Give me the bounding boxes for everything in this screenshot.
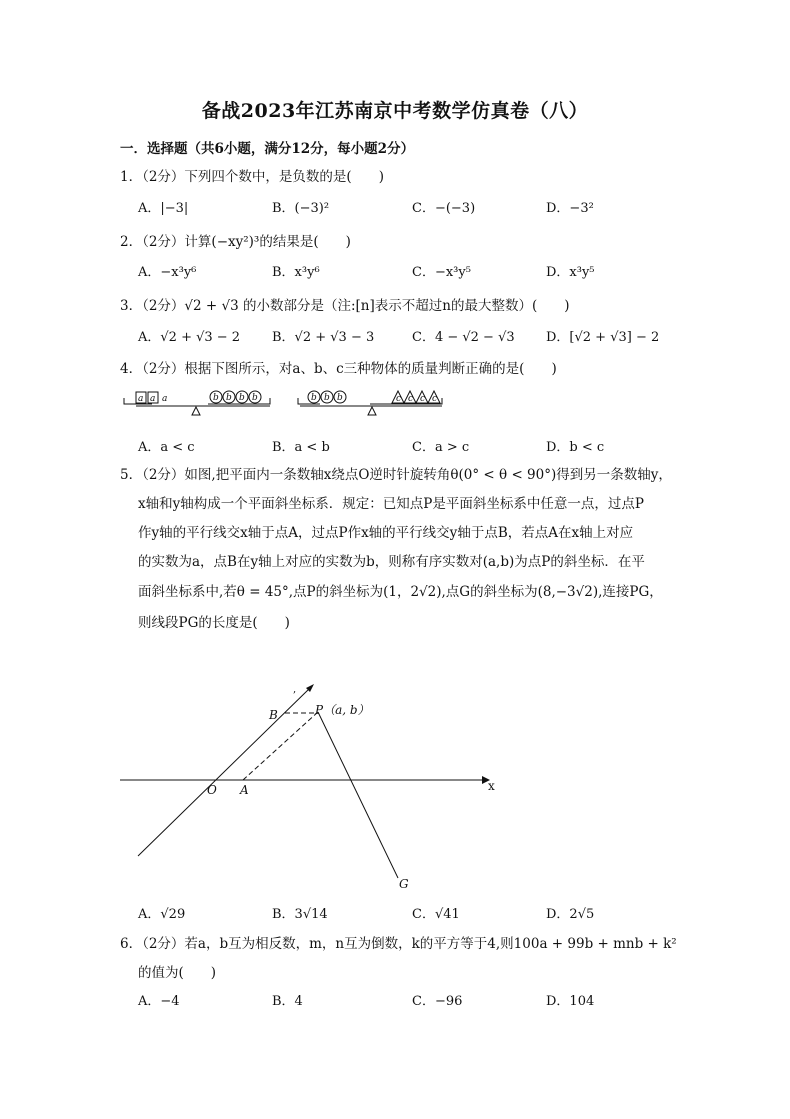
question-5-line-1: 5．（2分）如图,把平面内一条数轴x绕点O逆时针旋转角θ(0° < θ < 90°)得到另一条数轴y， [120, 467, 672, 483]
question-1-option-a: A．|−3| [138, 201, 189, 216]
right-scale-b2-label: b [324, 393, 330, 403]
question-1-stem: 1．（2分）下列四个数中，是负数的是( ) [120, 169, 384, 185]
question-4-option-d: D．b < c [546, 440, 605, 455]
question-5-line-6: 则线段PG的长度是( ) [138, 615, 290, 631]
left-scale-b4-label: b [252, 393, 258, 403]
right-balance-scale [298, 391, 442, 415]
point-o-label: O [207, 783, 217, 797]
right-scale-c4-label: c [432, 394, 438, 404]
question-2-option-b: B．x³y⁶ [272, 265, 320, 280]
question-6-option-d: D．104 [546, 994, 595, 1009]
left-scale-b1-label: b [213, 393, 219, 403]
question-5-option-d: D．2√5 [546, 907, 595, 922]
right-scale-c1-label: c [396, 394, 402, 404]
question-2-option-a: A．−x³y⁶ [138, 265, 197, 280]
balance-scales-figure [120, 384, 460, 424]
question-5-line-5: 面斜坐标系中,若θ = 45°,点P的斜坐标为(1，2√2),点G的斜坐标为(8,−3√2),连接PG， [138, 584, 663, 600]
question-1-option-d: D．−3² [546, 201, 594, 216]
question-2-option-d: D．x³y⁵ [546, 265, 595, 280]
question-4-option-a: A．a < c [138, 440, 195, 455]
left-scale-a2-label: a [150, 394, 156, 404]
right-scale-c2-label: c [408, 394, 414, 404]
question-6-option-c: C．−96 [412, 994, 463, 1009]
question-4-option-b: B．a < b [272, 440, 330, 455]
x-axis-label: x [488, 779, 495, 793]
question-5-option-c: C．√41 [412, 907, 460, 922]
point-b-label: B [269, 708, 278, 722]
left-scale-a1-label: a [138, 394, 144, 404]
question-3-option-a: A．√2 + √3 − 2 [138, 330, 241, 345]
point-g-label: G [399, 877, 409, 891]
dashed-line-pa [243, 712, 318, 780]
left-scale-b3-label: b [239, 393, 245, 403]
right-scale-b3-label: b [337, 393, 343, 403]
y-axis [138, 688, 310, 856]
point-a-label: A [240, 783, 249, 797]
question-4-stem: 4．（2分）根据下图所示，对a、b、c三种物体的质量判断正确的是( ) [120, 361, 557, 377]
right-scale-b1-label: b [311, 393, 317, 403]
segment-pg [318, 712, 398, 878]
question-5-line-3: 作y轴的平行线交x轴于点A，过点P作x轴的平行线交y轴于点B，若点A在x轴上对应 [138, 525, 634, 541]
question-6-option-a: A．−4 [138, 994, 180, 1009]
question-6-line-1: 6．（2分）若a，b互为相反数，m，n互为倒数，k的平方等于4,则100a + 99b + mnb + k² [120, 936, 677, 952]
question-1-option-b: B．(−3)² [272, 201, 330, 216]
question-5-option-b: B．3√14 [272, 907, 328, 922]
question-6-line-2: 的值为( ) [138, 965, 217, 981]
left-scale-b2-label: b [226, 393, 232, 403]
left-scale-a3-label: a [162, 394, 168, 404]
page-title: 备战2023年江苏南京中考数学仿真卷（八） [201, 100, 589, 122]
section-heading: 一．选择题（共6小题，满分12分，每小题2分） [120, 141, 415, 157]
question-2-option-c: C．−x³y⁵ [412, 265, 471, 280]
y-axis-mark: , [293, 684, 297, 695]
question-4-option-c: C．a > c [412, 440, 470, 455]
question-6-option-b: B．4 [272, 994, 303, 1009]
right-scale-c3-label: c [420, 394, 426, 404]
question-5-line-4: 的实数为a，点B在y轴上对应的实数为b，则称有序实数对(a,b)为点P的斜坐标．在平 [138, 554, 645, 570]
question-3-stem: 3．（2分）√2 + √3 的小数部分是（注:[n]表示不超过n的最大整数）( ) [120, 298, 570, 314]
question-1-option-c: C．−(−3) [412, 201, 476, 216]
oblique-coordinate-figure [110, 660, 510, 900]
left-balance-scale [124, 391, 270, 415]
question-5-option-a: A．√29 [138, 907, 186, 922]
question-3-option-b: B．√2 + √3 − 3 [272, 330, 375, 345]
question-2-stem: 2．（2分）计算(−xy²)³的结果是( ) [120, 234, 351, 250]
question-3-option-c: C．4 − √2 − √3 [412, 330, 515, 345]
question-5-line-2: x轴和y轴构成一个平面斜坐标系．规定：已知点P是平面斜坐标系中任意一点，过点P [138, 496, 644, 512]
question-3-option-d: D．[√2 + √3] − 2 [546, 330, 660, 345]
point-p-label: P（a, b） [315, 703, 370, 717]
